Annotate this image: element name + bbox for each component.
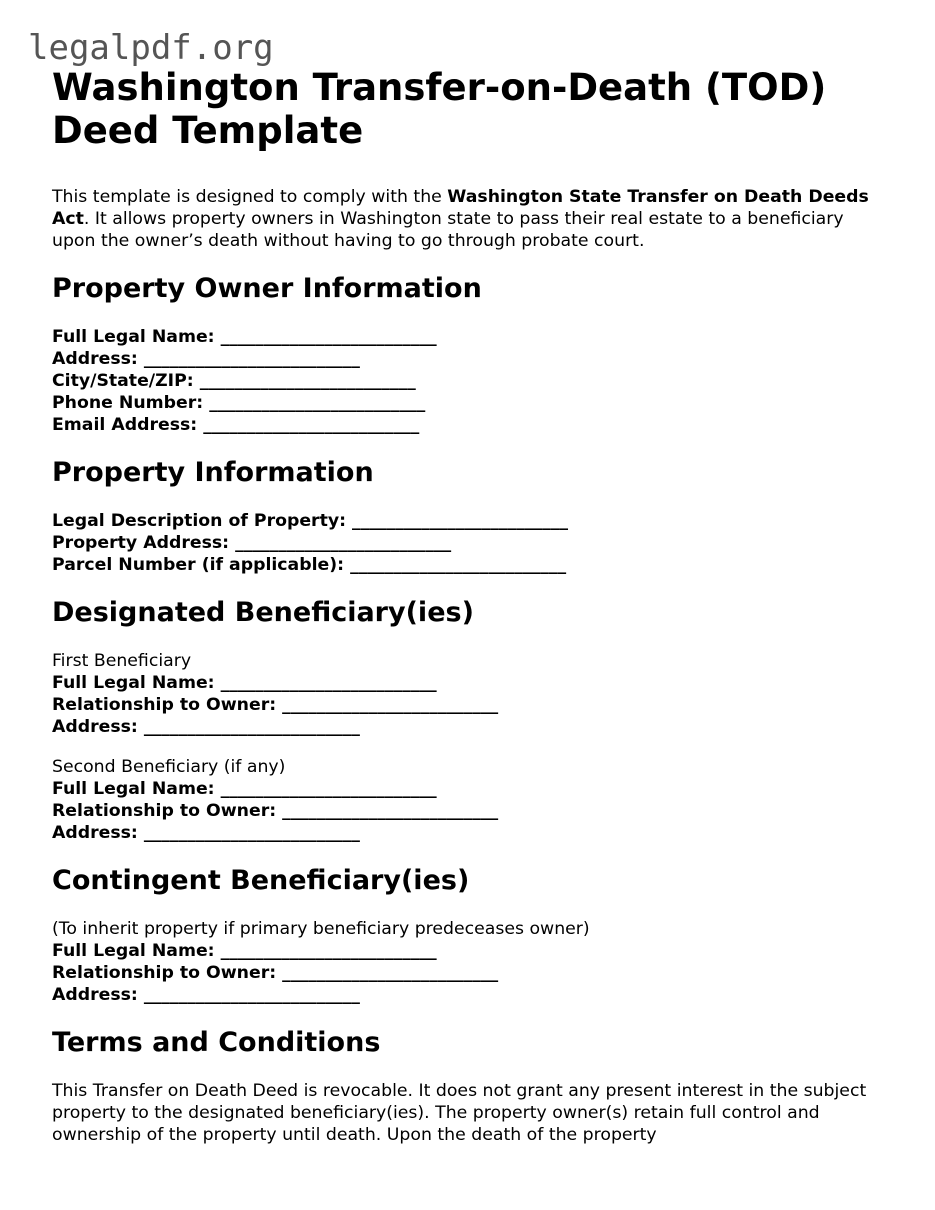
second-beneficiary-address-field[interactable] bbox=[52, 822, 872, 844]
fill-in-blank[interactable]: _________________________ bbox=[282, 695, 499, 715]
owner-city-state-zip-field[interactable] bbox=[52, 370, 872, 392]
second-beneficiary-label: Second Beneficiary (if any) bbox=[52, 757, 286, 777]
field-label: Relationship to Owner: bbox=[52, 801, 277, 821]
fill-in-blank[interactable]: _________________________ bbox=[209, 393, 426, 413]
second-beneficiary-group bbox=[52, 756, 872, 844]
field-label: City/State/ZIP: bbox=[52, 371, 194, 391]
fill-in-blank[interactable]: _________________________ bbox=[143, 349, 360, 369]
intro-text-after: . It allows property owners in Washington state to pass their real estate to a beneficiary upon the owner’s death without having to go through probate court. bbox=[52, 209, 844, 251]
contingent-address-field[interactable] bbox=[52, 984, 872, 1006]
terms-paragraph: This Transfer on Death Deed is revocable. It does not grant any present interest in the subject property to the designated beneficiary(ies). The property owner(s) retain full control and ownership of the property until death. Upon the death of the property bbox=[52, 1081, 867, 1145]
property-fields bbox=[52, 510, 872, 576]
beneficiaries-section bbox=[52, 596, 872, 844]
fill-in-blank[interactable]: _________________________ bbox=[350, 555, 567, 575]
intro-paragraph bbox=[52, 186, 872, 252]
owner-section bbox=[52, 272, 872, 436]
field-label: Relationship to Owner: bbox=[52, 695, 277, 715]
fill-in-blank[interactable]: _________________________ bbox=[220, 327, 437, 347]
fill-in-blank[interactable]: _________________________ bbox=[220, 941, 437, 961]
fill-in-blank[interactable]: _________________________ bbox=[352, 511, 569, 531]
owner-fields bbox=[52, 326, 872, 436]
first-beneficiary-relationship-field[interactable] bbox=[52, 694, 872, 716]
fill-in-blank[interactable]: _________________________ bbox=[220, 673, 437, 693]
owner-address-field[interactable] bbox=[52, 348, 872, 370]
field-label: Phone Number: bbox=[52, 393, 204, 413]
first-beneficiary-group bbox=[52, 650, 872, 738]
page-title: Washington Transfer-on-Death (TOD) Deed Template bbox=[52, 66, 827, 152]
fill-in-blank[interactable]: _________________________ bbox=[143, 717, 360, 737]
contingent-heading: Contingent Beneficiary(ies) bbox=[52, 865, 470, 896]
watermark-logo: legalpdf.org bbox=[28, 28, 274, 68]
second-beneficiary-name-field[interactable] bbox=[52, 778, 872, 800]
intro-text-before: This template is designed to comply with the bbox=[52, 187, 448, 207]
terms-section bbox=[52, 1026, 872, 1146]
second-beneficiary-relationship-field[interactable] bbox=[52, 800, 872, 822]
field-label: Email Address: bbox=[52, 415, 198, 435]
terms-heading: Terms and Conditions bbox=[52, 1027, 381, 1058]
contingent-fields bbox=[52, 918, 872, 1006]
parcel-number-field[interactable] bbox=[52, 554, 872, 576]
field-label: Full Legal Name: bbox=[52, 779, 215, 799]
contingent-note: (To inherit property if primary beneficiary predeceases owner) bbox=[52, 919, 590, 939]
field-label: Legal Description of Property: bbox=[52, 511, 347, 531]
first-beneficiary-name-field[interactable] bbox=[52, 672, 872, 694]
contingent-section bbox=[52, 864, 872, 1006]
beneficiaries-heading: Designated Beneficiary(ies) bbox=[52, 597, 474, 628]
document-body bbox=[52, 66, 872, 1163]
field-label: Parcel Number (if applicable): bbox=[52, 555, 345, 575]
fill-in-blank[interactable]: _________________________ bbox=[143, 985, 360, 1005]
field-label: Address: bbox=[52, 823, 138, 843]
owner-email-field[interactable] bbox=[52, 414, 872, 436]
legal-description-field[interactable] bbox=[52, 510, 872, 532]
owner-heading: Property Owner Information bbox=[52, 273, 482, 304]
property-heading: Property Information bbox=[52, 457, 374, 488]
fill-in-blank[interactable]: _________________________ bbox=[282, 963, 499, 983]
owner-full-name-field[interactable] bbox=[52, 326, 872, 348]
field-label: Full Legal Name: bbox=[52, 327, 215, 347]
fill-in-blank[interactable]: _________________________ bbox=[203, 415, 420, 435]
first-beneficiary-label: First Beneficiary bbox=[52, 651, 192, 671]
fill-in-blank[interactable]: _________________________ bbox=[282, 801, 499, 821]
property-section bbox=[52, 456, 872, 576]
fill-in-blank[interactable]: _________________________ bbox=[199, 371, 416, 391]
intro-act-name: Washington State Transfer on Death Deeds Act bbox=[52, 187, 869, 229]
property-address-field[interactable] bbox=[52, 532, 872, 554]
contingent-name-field[interactable] bbox=[52, 940, 872, 962]
fill-in-blank[interactable]: _________________________ bbox=[235, 533, 452, 553]
field-label: Property Address: bbox=[52, 533, 230, 553]
fill-in-blank[interactable]: _________________________ bbox=[143, 823, 360, 843]
field-label: Address: bbox=[52, 349, 138, 369]
field-label: Address: bbox=[52, 717, 138, 737]
field-label: Full Legal Name: bbox=[52, 941, 215, 961]
field-label: Full Legal Name: bbox=[52, 673, 215, 693]
contingent-relationship-field[interactable] bbox=[52, 962, 872, 984]
field-label: Relationship to Owner: bbox=[52, 963, 277, 983]
owner-phone-field[interactable] bbox=[52, 392, 872, 414]
field-label: Address: bbox=[52, 985, 138, 1005]
fill-in-blank[interactable]: _________________________ bbox=[220, 779, 437, 799]
first-beneficiary-address-field[interactable] bbox=[52, 716, 872, 738]
